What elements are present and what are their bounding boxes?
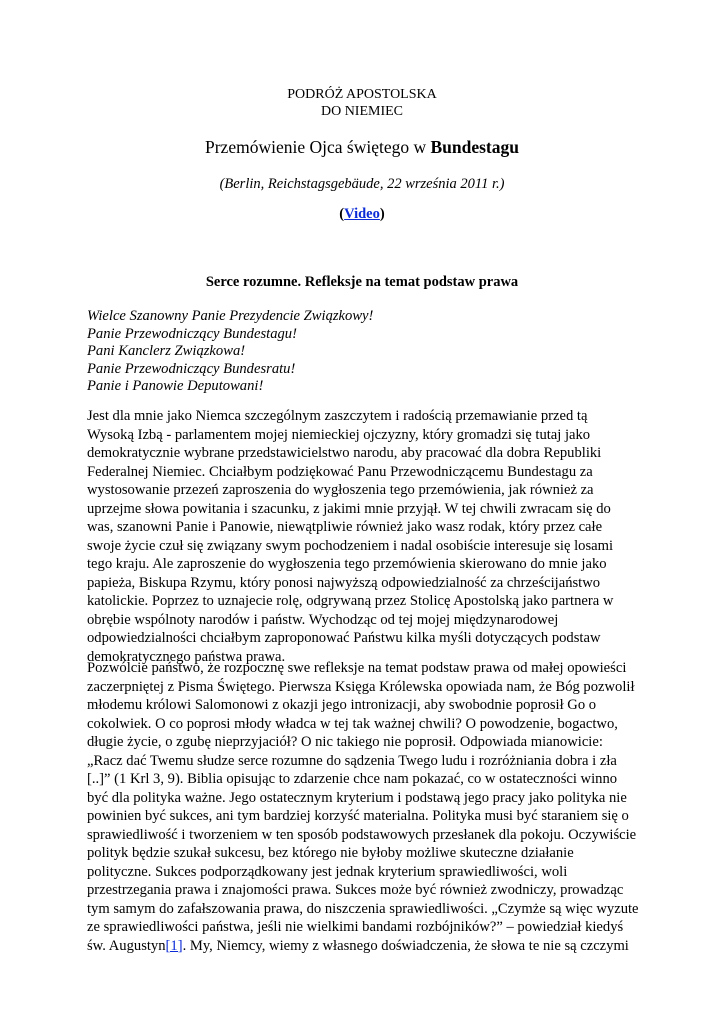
text-line: sprawiedliwość i tworzeniem w ten sposób podstawowych przesłanek dla pokoju. Oczywiście <box>87 826 637 843</box>
text-line: być dla polityka ważne. Jego ostatecznym kryterium i podstawą jego pracy jako polityka nie <box>87 789 627 806</box>
text-line: Federalnej Niemiec. Chciałbym podziękować Panu Przewodniczącemu Bundestagu za <box>87 463 593 480</box>
video-open-paren: ( <box>339 206 345 222</box>
header-line-1: PODRÓŻ APOSTOLSKA <box>287 87 437 102</box>
text-line-last <box>87 937 647 956</box>
greeting-line: Pani Kanclerz Związkowa! <box>87 343 246 360</box>
paragraph-2 <box>87 659 647 955</box>
video-close-paren: ) <box>379 206 385 222</box>
text-before-footnote: św. Augustyn <box>87 937 166 954</box>
greeting-line: Panie i Panowie Deputowani! <box>87 378 264 395</box>
text-line: długie życie, o zgubę nieprzyjaciół? O nic takiego nie poprosił. Odpowiada mianowicie: <box>87 734 603 750</box>
section-title: Serce rozumne. Refleksje na temat podstaw prawa <box>205 274 519 290</box>
text-line: demokratycznego państwa prawa. <box>87 648 286 665</box>
text-line: uprzejme słowa powitania i szacunku, z jakimi mnie przyjął. W tej chwili zwracam się do <box>87 500 611 517</box>
text-line: odpowiedzialności chciałbym zaproponować Państwu kilka myśli dotyczących podstaw <box>87 630 601 646</box>
text-line: papieża, Biskupa Rzymu, który ponosi najwyższą odpowiedzialność za chrześcijaństwo <box>87 574 601 591</box>
text-line: przestrzegania prawa i znajomości prawa. Sukces może być również zwodniczy, prowadząc <box>87 882 624 898</box>
text-line: obrębie wspólnoty narodów i państw. Wychodząc od tej mojej międzynarodowej <box>87 611 559 628</box>
text-line: polityk będzie szukał sukcesu, bez którego nie byłoby możliwe skuteczne działanie <box>87 845 574 861</box>
footnote-link[interactable]: [1] <box>165 937 183 954</box>
text-line: „Racz dać Twemu słudze serce rozumne do sądzenia Twego ludu i rozróżniania dobra i zła <box>87 752 617 769</box>
text-line: demokratycznie wybrane przedstawicielstwo narodu, aby pracować dla dobra Republiki <box>87 445 602 461</box>
place-date: (Berlin, Reichstagsgebäude, 22 września 2011 r.) <box>219 176 505 192</box>
text-line: tym samym do zafałszowania prawa, do niszczenia sprawiedliwości. „Czymże są więc wyzute <box>87 900 639 917</box>
paragraph-1 <box>87 407 647 666</box>
greeting-block <box>87 308 373 396</box>
text-after-footnote: . My, Niemcy, wiemy z własnego doświadczenia, że słowa te nie są czczymi <box>182 937 629 954</box>
text-line: katolickie. Poprzez to uznajecie rolę, odgrywaną przez Stolicę Apostolską jako partnera w <box>87 593 614 609</box>
text-line: wystosowanie przezeń zaproszenia do wygłoszenia tego przemówienia, jak również za <box>87 482 594 498</box>
text-line: swoje życie czuł się związany swym pochodzeniem i nadal osobiście interesuje się losami <box>87 537 614 554</box>
title-bold: Bundestagu <box>430 137 519 157</box>
text-line: zaczerpniętej z Pisma Świętego. Pierwsza Księga Królewska opowiada nam, że Bóg pozwolił <box>87 678 635 695</box>
greeting-line: Panie Przewodniczący Bundesratu! <box>87 360 296 377</box>
text-line: powinien być sukces, ani tym bardziej korzyść materialna. Polityka musi być staraniem się o <box>87 808 629 824</box>
text-line: młodemu królowi Salomonowi z okazji jego intronizacji, aby swobodnie poprosił Go o <box>87 697 597 713</box>
greeting-line: Wielce Szanowny Panie Prezydencie Związkowy! <box>87 308 374 324</box>
text-line: cokolwiek. O co poprosi młody władca w tej tak ważnej chwili? O powodzenie, bogactwo, <box>87 715 618 732</box>
text-line: Wysoką Izbą - parlamentem mojej niemieckiej ojczyzny, który gromadzi się tutaj jako <box>87 426 591 443</box>
header-line-2: DO NIEMIEC <box>320 104 404 119</box>
video-link[interactable]: Video <box>344 206 380 222</box>
greeting-line: Panie Przewodniczący Bundestagu! <box>87 325 297 342</box>
page-title <box>0 137 724 158</box>
text-line: polityczne. Sukces podporządkowany jest jednak kryterium sprawiedliwości, woli <box>87 863 568 880</box>
title-prefix: Przemówienie Ojca świętego w <box>205 137 431 157</box>
video-line <box>0 206 724 223</box>
text-line: Jest dla mnie jako Niemca szczególnym zaszczytem i radością przemawianie przed tą <box>87 408 588 424</box>
text-line: Pozwólcie państwo, że rozpocznę swe refleksje na temat podstaw prawa od małej opowieści <box>87 660 627 676</box>
text-line: was, szanowni Panie i Panowie, niewątpliwie również jako wasz rodak, który przez całe <box>87 519 603 535</box>
text-line: [..]” (1 Krl 3, 9). Biblia opisując to zdarzenie chce nam pokazać, co w ostateczności winno <box>87 771 618 787</box>
text-line: ze sprawiedliwości państwa, jeśli nie wielkimi bandami rozbójników?” – powiedział kiedyś <box>87 919 624 935</box>
text-line: tego kraju. Ale zaproszenie do wygłoszenia tego przemówienia skierowano do mnie jako <box>87 556 607 572</box>
